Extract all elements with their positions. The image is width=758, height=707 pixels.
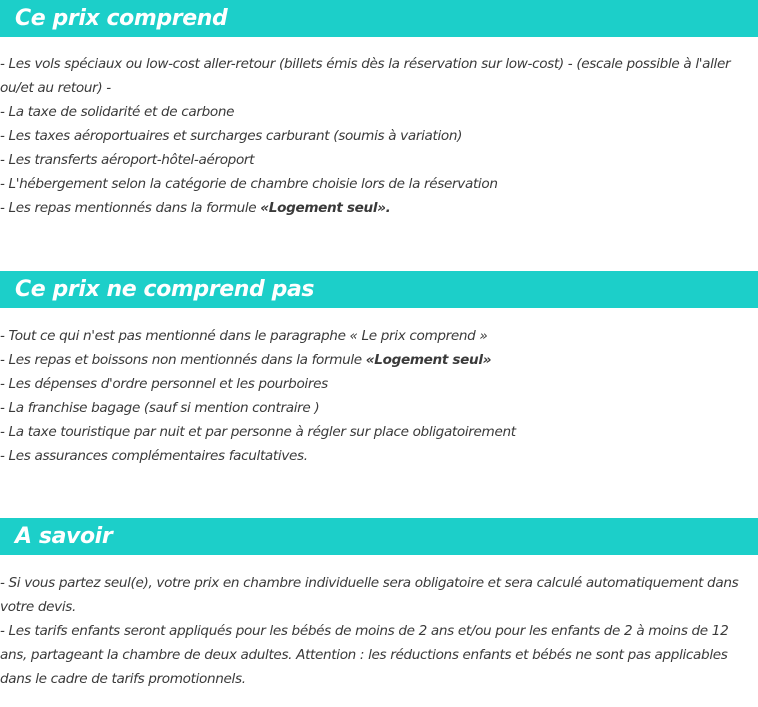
list-item (0, 196, 758, 220)
list-item-text: - La taxe touristique par nuit et par personne à régler sur place obligatoirement (0, 424, 516, 440)
list-item-text: - L'hébergement selon la catégorie de chambre choisie lors de la réservation (0, 176, 498, 192)
list-item-text: - Les assurances complémentaires facultatives. (0, 448, 308, 464)
list-item (0, 172, 758, 196)
list-item (0, 619, 758, 691)
formula-name: «Logement seul». (260, 200, 391, 216)
list-item-text: - Les dépenses d'ordre personnel et les pourboires (0, 376, 328, 392)
list-item-text: - Les transferts aéroport-hôtel-aéroport (0, 152, 255, 168)
list-item (0, 372, 758, 396)
list-item (0, 444, 758, 468)
list-item (0, 396, 758, 420)
section-header-a-savoir (0, 518, 758, 555)
list-item-text: - La franchise bagage (sauf si mention contraire ) (0, 400, 320, 416)
section-header-ce-prix-comprend (0, 0, 758, 37)
included-list (0, 52, 758, 220)
list-item-text: - Les taxes aéroportuaires et surcharges carburant (soumis à variation) (0, 128, 463, 144)
formula-name: «Logement seul» (365, 352, 492, 368)
list-item (0, 124, 758, 148)
list-item-text: - Si vous partez seul(e), votre prix en chambre individuelle sera obligatoire et sera calculé automatiquement dans votre devis. (0, 575, 739, 615)
list-item-text: - La taxe de solidarité et de carbone (0, 104, 235, 120)
list-item-text: - Les repas et boissons non mentionnés dans la formule (0, 352, 366, 368)
list-item (0, 420, 758, 444)
list-item (0, 148, 758, 172)
section-header-ce-prix-ne-comprend-pas (0, 271, 758, 308)
section-title: Ce prix ne comprend pas (15, 277, 315, 302)
list-item (0, 571, 758, 619)
list-item-text: - Les tarifs enfants seront appliqués pour les bébés de moins de 2 ans et/ou pour les enfants de 2 à moins de 12 ans, partageant la chambre de deux adultes. Attention : les réductions enfants et bébés ne sont pas applicables dans le cadre de tarifs promotionnels. (0, 623, 729, 687)
list-item (0, 324, 758, 348)
list-item-text: - Les repas mentionnés dans la formule (0, 200, 261, 216)
section-title: A savoir (15, 524, 113, 549)
list-item (0, 348, 758, 372)
list-item-text: - Les vols spéciaux ou low-cost aller-retour (billets émis dès la réservation sur low-cost) - (escale possible à l'aller ou/et au retour) - (0, 56, 731, 96)
section-title: Ce prix comprend (15, 6, 228, 31)
list-item (0, 52, 758, 100)
list-item (0, 100, 758, 124)
list-item-text: - Tout ce qui n'est pas mentionné dans le paragraphe « Le prix comprend » (0, 328, 488, 344)
good-to-know-list (0, 571, 758, 691)
not-included-list (0, 324, 758, 468)
